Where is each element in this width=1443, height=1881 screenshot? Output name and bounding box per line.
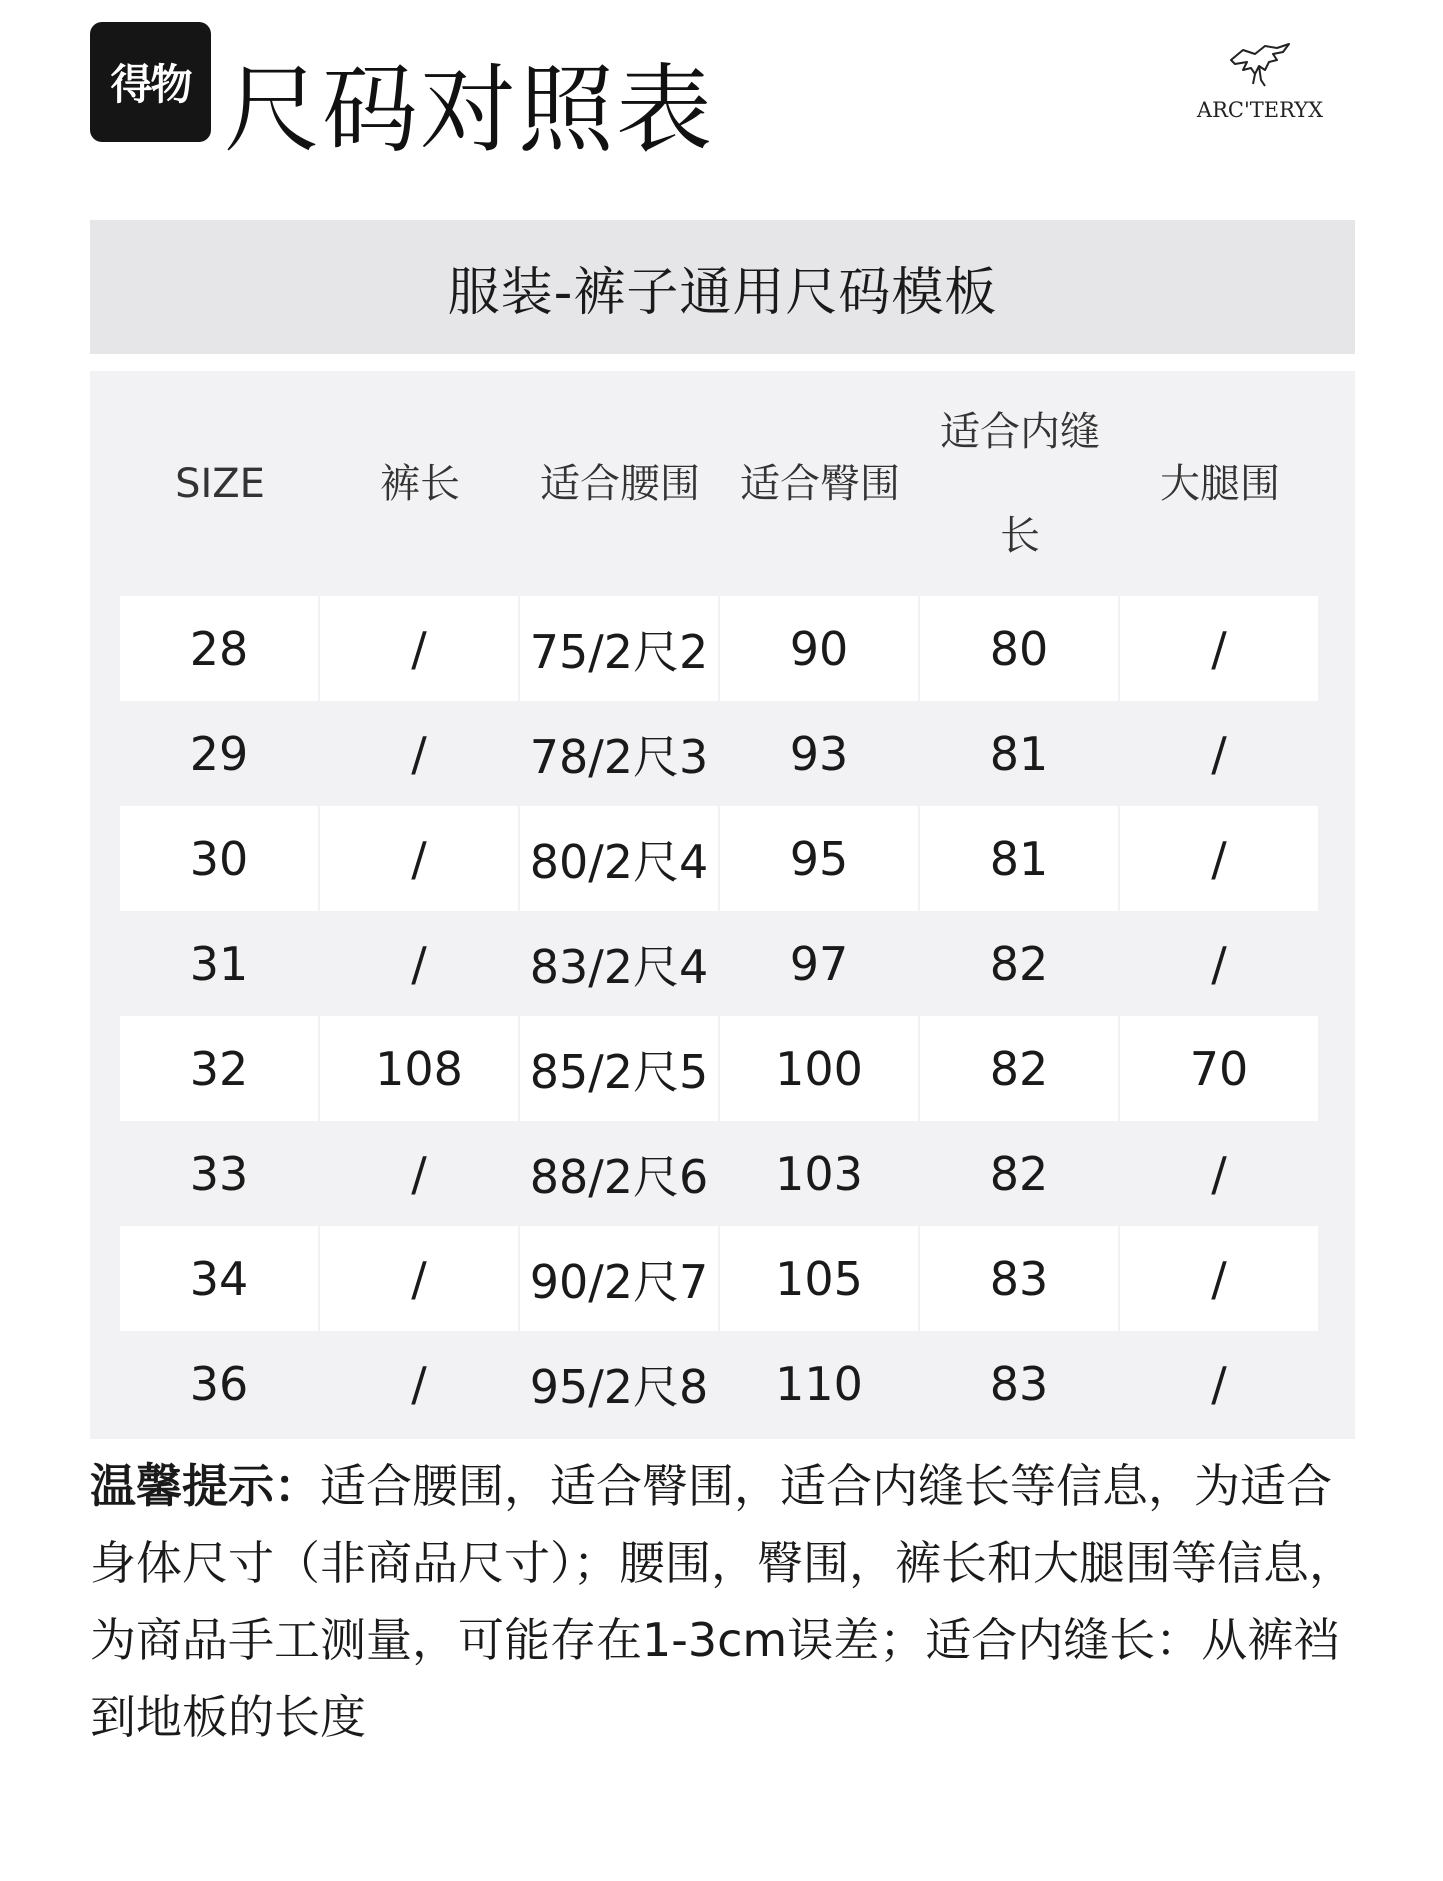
tip-text: 适合腰围，适合臀围，适合内缝长等信息，为适合身体尺寸（非商品尺寸）；腰围，臀围，裤长和大腿围等信息，为商品手工测量，可能存在1-3cm误差；适合内缝长：从裤裆到地板的长度 (90, 1459, 1355, 1744)
table-row (120, 701, 1320, 806)
table-cell: / (411, 1146, 427, 1201)
table-cell: 33 (189, 1146, 249, 1201)
table-cell: 81 (920, 806, 1118, 911)
table-cell: 80/2尺4 (520, 806, 718, 911)
tip-label: 温馨提示： (90, 1459, 320, 1513)
table-row (120, 596, 1320, 701)
table-cell: 97 (789, 936, 849, 991)
table-cell: / (1211, 726, 1227, 781)
table-header-row (120, 371, 1320, 596)
table-cell: 31 (189, 936, 249, 991)
table-cell: 29 (189, 726, 249, 781)
archaeopteryx-icon (1225, 40, 1295, 88)
table-cell: / (1211, 1356, 1227, 1411)
table-cell: 36 (189, 1356, 249, 1411)
table-cell: 100 (720, 1016, 918, 1121)
table-cell: / (320, 596, 518, 701)
table-row (120, 1226, 1320, 1331)
table-cell: 93 (789, 726, 849, 781)
table-cell: 90/2尺7 (520, 1226, 718, 1331)
table-cell: 95 (720, 806, 918, 911)
table-cell: 80 (920, 596, 1118, 701)
table-row (120, 806, 1320, 911)
table-cell: 82 (989, 1146, 1049, 1201)
table-cell: 75/2尺2 (520, 596, 718, 701)
table-cell: 90 (720, 596, 918, 701)
app-logo (90, 22, 211, 142)
table-row (120, 1121, 1320, 1226)
table-cell: 85/2尺5 (520, 1016, 718, 1121)
table-row (120, 1016, 1320, 1121)
column-header: 适合臀围 (740, 460, 900, 507)
page-title: 尺码对照表 (224, 54, 714, 166)
table-cell: / (1120, 806, 1318, 911)
column-header: 适合腰围 (540, 460, 700, 507)
size-tip (90, 1448, 1365, 1756)
column-header: 大腿围 (1160, 460, 1280, 507)
table-cell: / (411, 1356, 427, 1411)
table-cell: 83/2尺4 (529, 939, 709, 994)
app-logo-text: 得物 (110, 60, 191, 109)
table-title: 服装-裤子通用尺码模板 (447, 262, 998, 323)
table-title-banner (90, 220, 1355, 354)
table-cell: 103 (775, 1146, 863, 1201)
table-cell: 105 (720, 1226, 918, 1331)
column-header: 适合内缝长 (940, 408, 1100, 559)
column-header: 裤长 (380, 460, 460, 507)
table-cell: 70 (1120, 1016, 1318, 1121)
table-cell: 81 (989, 726, 1049, 781)
table-cell: / (320, 1226, 518, 1331)
table-cell: 108 (320, 1016, 518, 1121)
table-cell: / (411, 936, 427, 991)
table-cell: 82 (920, 1016, 1118, 1121)
table-cell: / (1211, 936, 1227, 991)
brand-logo (1190, 40, 1330, 130)
table-cell: 34 (120, 1226, 318, 1331)
table-cell: 30 (120, 806, 318, 911)
table-cell: / (320, 806, 518, 911)
table-cell: / (411, 726, 427, 781)
column-header: SIZE (175, 460, 265, 507)
table-cell: 32 (120, 1016, 318, 1121)
brand-name: ARC'TERYX (1196, 98, 1324, 122)
table-cell: 110 (775, 1356, 863, 1411)
size-table (90, 371, 1355, 1439)
table-row (120, 1331, 1320, 1436)
table-cell: 82 (989, 936, 1049, 991)
table-cell: 95/2尺8 (529, 1359, 709, 1414)
table-cell: / (1120, 596, 1318, 701)
table-cell: 83 (989, 1356, 1049, 1411)
table-cell: 83 (920, 1226, 1118, 1331)
table-cell: 88/2尺6 (529, 1149, 709, 1204)
header (0, 0, 1443, 200)
table-cell: 28 (120, 596, 318, 701)
table-cell: / (1120, 1226, 1318, 1331)
table-cell: / (1211, 1146, 1227, 1201)
table-cell: 78/2尺3 (529, 729, 709, 784)
table-row (120, 911, 1320, 1016)
